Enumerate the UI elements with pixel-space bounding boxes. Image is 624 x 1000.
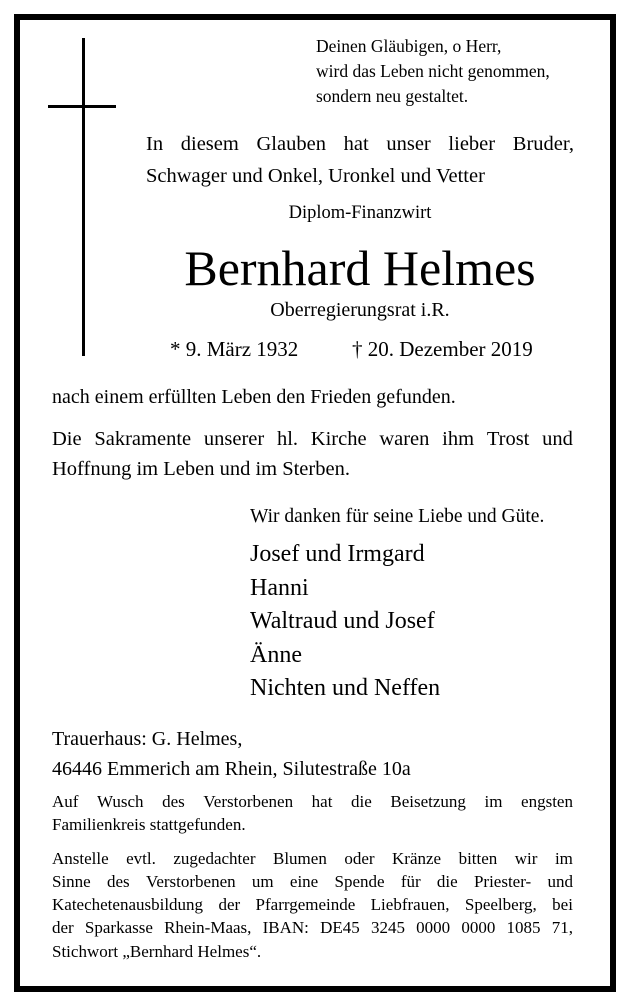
death-date: † 20. Dezember 2019 [352,337,533,361]
deceased-name: Bernhard Helmes [184,240,536,296]
donation-line-4: der Sparkasse Rhein-Maas, IBAN: DE45 3245 0000 0000 1085 71, [52,918,573,938]
intro-text [146,128,574,192]
donation-line-2: Sinne des Verstorbenen um eine Spende für die Priester- und [52,871,573,891]
cross-horizontal-bar [48,105,116,108]
verse-line: sondern neu gestaltet. [316,86,469,106]
donation-line-3: Katechetenausbildung der Pfarrgemeinde Liebfrauen, Speelberg, bei [52,895,573,915]
family-member: Josef und Irmgard [250,541,425,567]
house-line: 46446 Emmerich am Rhein, Silutestraße 10a [52,758,411,780]
birth-date: * 9. März 1932 [170,337,299,361]
thanks-text: Wir danken für seine Liebe und Güte. [250,506,545,527]
intro-line-1: In diesem Glauben hat unser lieber Bruder, [146,133,574,155]
verse-line: Deinen Gläubigen, o Herr, [316,36,502,56]
family-member: Hanni [250,574,309,601]
bible-verse [316,34,550,109]
official-rank: Oberregierungsrat i.R. [270,299,450,321]
academic-title: Diplom-Finanzwirt [288,203,432,223]
sacraments-line-2: Hoffnung im Leben und im Sterben. [52,458,350,480]
notes [52,790,573,963]
burial-line-2: Familienkreis stattgefunden. [52,815,246,835]
verse-line: wird das Leben nicht genommen, [316,61,550,81]
family-list [250,538,440,706]
mourning-house [52,724,411,784]
house-line: Trauerhaus: G. Helmes, [52,728,243,750]
intro-line-2: Schwager und Onkel, Uronkel und Vetter [146,165,485,187]
donation-line-1: Anstelle evtl. zugedachter Blumen oder Kränze bitten wir im [52,848,573,868]
sacraments-line-1: Die Sakramente unserer hl. Kirche waren ihm Trost und [52,428,573,450]
burial-note [52,790,573,837]
sacraments-text [52,424,573,484]
burial-line-1: Auf Wusch des Verstorbenen hat die Beisetzung im engsten [52,792,573,811]
peace-text: nach einem erfüllten Leben den Frieden gefunden. [52,386,456,408]
donation-line-5: Stichwort „Bernhard Helmes“. [52,941,262,961]
family-member: Waltraud und Josef [250,608,435,634]
family-member: Änne [250,641,302,668]
family-member: Nichten und Neffen [250,675,441,701]
cross-vertical-bar [82,38,85,356]
donation-note [52,847,573,963]
